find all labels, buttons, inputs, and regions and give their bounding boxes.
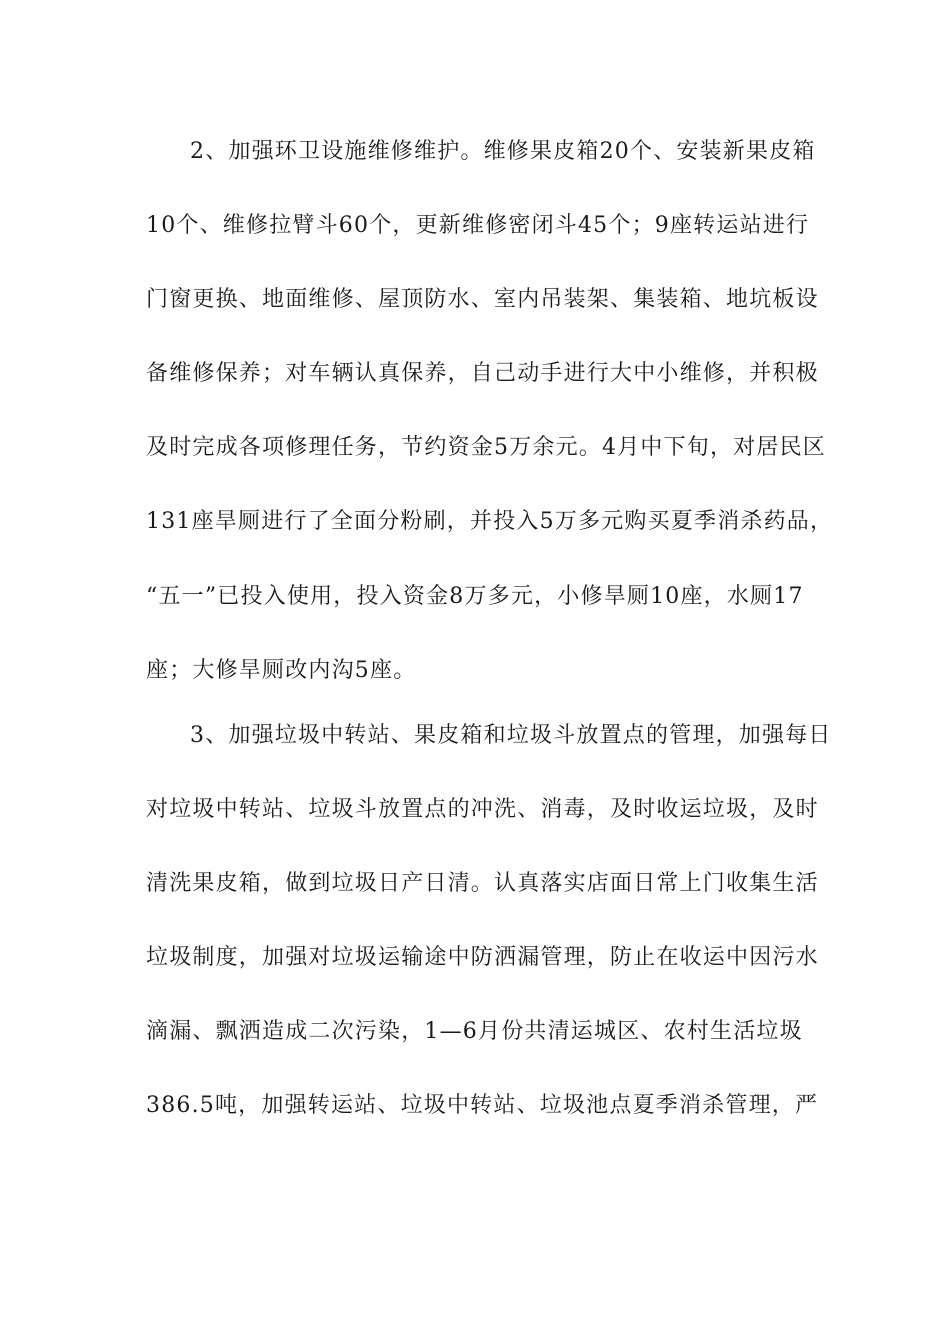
paragraph-line: 2、加强环卫设施维修维护。维修果皮箱20个、安装新果皮箱	[190, 139, 816, 164]
paragraph-line: 门窗更换、地面维修、屋顶防水、室内吊装架、集装箱、地坑板设	[146, 287, 819, 312]
paragraph-line: 131座旱厕进行了全面分粉刷，并投入5万多元购买夏季消杀药品，	[146, 509, 834, 534]
paragraph-line: 对垃圾中转站、垃圾斗放置点的冲洗、消毒，及时收运垃圾，及时	[146, 797, 819, 822]
paragraph-line: 3、加强垃圾中转站、果皮箱和垃圾斗放置点的管理，加强每日	[190, 723, 832, 748]
paragraph-line: 垃圾制度，加强对垃圾运输途中防洒漏管理，防止在收运中因污水	[146, 945, 819, 970]
paragraph-line: 备维修保养；对车辆认真保养，自己动手进行大中小维修，并积极	[146, 361, 819, 386]
paragraph-line: 座；大修旱厕改内沟5座。	[146, 658, 417, 683]
paragraph-line: 及时完成各项修理任务，节约资金5万余元。4月中下旬，对居民区	[146, 435, 826, 460]
paragraph-line: 10个、维修拉臂斗60个，更新维修密闭斗45个；9座转运站进行	[146, 213, 810, 238]
paragraph-line: 滴漏、飘洒造成二次污染，1—6月份共清运城区、农村生活垃圾	[146, 1019, 803, 1044]
paragraph-line: “五一”已投入使用，投入资金8万多元，小修旱厕10座，水厕17	[146, 584, 804, 609]
paragraph-line: 清洗果皮箱，做到垃圾日产日清。认真落实店面日常上门收集生活	[146, 871, 819, 896]
paragraph-line: 386.5吨，加强转运站、垃圾中转站、垃圾池点夏季消杀管理，严	[146, 1093, 819, 1118]
